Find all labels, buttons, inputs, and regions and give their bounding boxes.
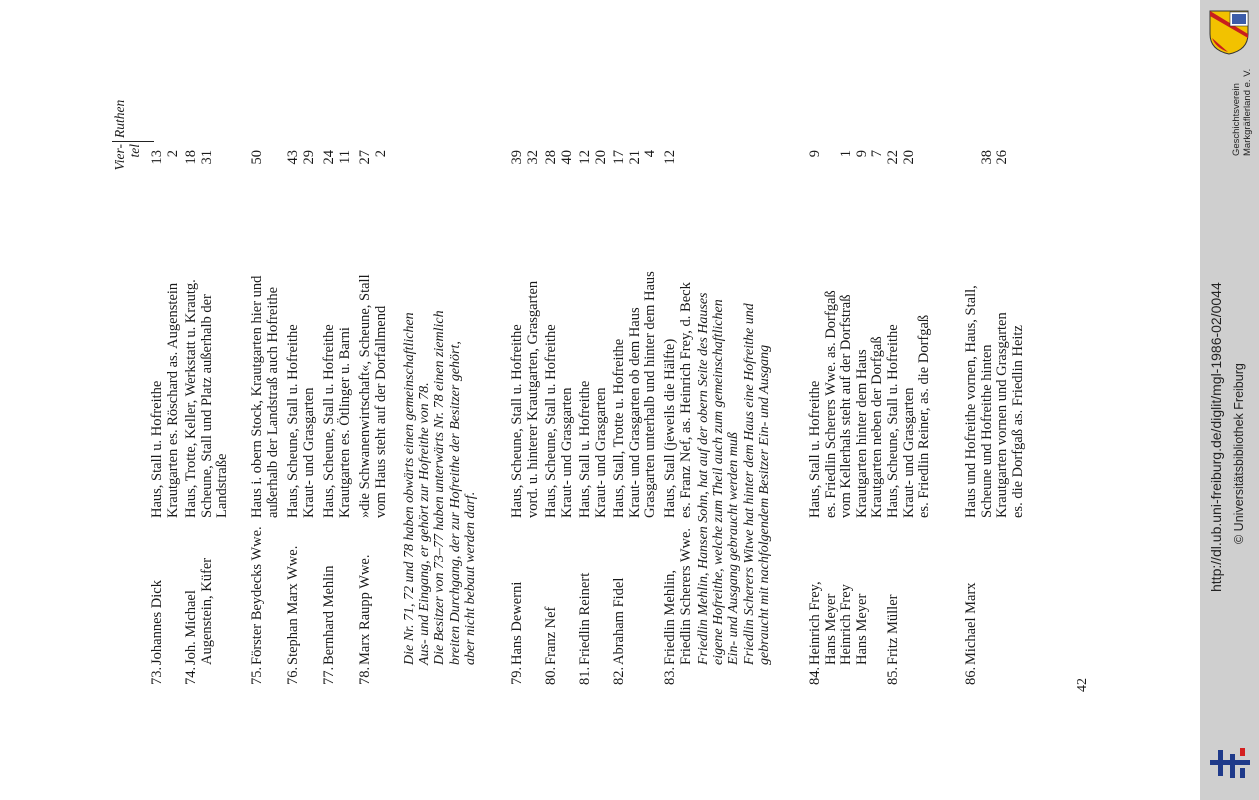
property-description	[544, 158, 575, 518]
ruthen-value: 21	[626, 150, 643, 165]
note-line: breiten Durchgang, der zur Hofreithe der Besitzer gehört,	[447, 341, 463, 665]
ruthen-values	[578, 150, 609, 200]
ruthen-value: 12	[662, 150, 678, 165]
ruthen-value: 50	[249, 150, 265, 165]
permalink-url[interactable]: http://dl.ub.uni-freiburg.de/diglit/mgl-1986-02/0044	[1208, 282, 1224, 592]
owner-name-line: Michael Marx	[963, 582, 979, 665]
property-description-line: Krautgarten vornen und Grasgarten	[994, 312, 1011, 518]
owner-name	[808, 530, 870, 665]
ruthen-value: 17	[611, 150, 627, 165]
property-description-line: Haus, Stall (jeweils die Hälfte)	[662, 338, 678, 518]
property-description-line: Haus und Hofreithe vornen, Haus, Stall,	[963, 285, 979, 518]
ruthen-values	[510, 150, 541, 200]
owner-name-line: Friedlin Scherers Wwe.	[677, 527, 694, 665]
entry-number: 86.	[963, 666, 979, 685]
ruthen-value: 22	[885, 150, 901, 165]
owner-name	[358, 530, 374, 665]
ruthen-value: 11	[336, 150, 353, 164]
entry-number: 75.	[249, 666, 265, 685]
ruthen-values	[322, 150, 353, 200]
note-line: Die Besitzer von 73–77 haben unterwärts Nr. 78 einen ziemlich	[432, 310, 448, 665]
property-description-line: Kraut- und Grasgarten	[592, 387, 609, 518]
owner-name-line: Augenstein, Küfer	[198, 557, 215, 665]
ruthen-value: 27	[357, 150, 373, 165]
society-name-line2: Markgräflerland e. V.	[1242, 68, 1253, 156]
entry-number: 78.	[357, 666, 373, 685]
property-description	[886, 158, 933, 518]
owner-name	[510, 530, 526, 665]
entry-number: 81.	[577, 666, 593, 685]
ruthen-values	[964, 150, 1011, 200]
ruthen-value: 24	[321, 150, 337, 165]
property-description	[808, 158, 886, 518]
property-description-line: Haus, Trotte, Keller, Werkstatt u. Krautg.	[183, 279, 199, 518]
ruthen-value	[824, 150, 840, 200]
property-description-line: Krautgarten neben der Dorfgaß	[869, 336, 886, 518]
header-separator	[112, 141, 154, 142]
property-description-line: es. Friedlin Reiner, as. die Dorfgaß	[916, 314, 933, 518]
property-description-line: vord. u. hinterer Krautgarten, Grasgarten	[524, 280, 541, 518]
owner-name	[886, 530, 902, 665]
property-description	[358, 158, 389, 518]
ruthen-value: 13	[149, 150, 165, 165]
owner-name-line: Friedlin Reinert	[577, 572, 593, 665]
italic-note	[696, 185, 772, 665]
ruthen-value: 12	[577, 150, 593, 165]
note-line: Aus- und Eingang, er gehört zur Hofreithe von 78.	[417, 382, 433, 665]
property-description	[510, 158, 541, 518]
entry-number: 77.	[321, 666, 337, 685]
owner-name	[286, 530, 302, 665]
property-description-line: vom Kellerhals steht auf der Dorfstraß	[838, 294, 855, 518]
property-description-line: es. die Dorfgaß as. Friedlin Heitz	[1009, 325, 1026, 518]
owner-name	[612, 530, 628, 665]
ruthen-value: 7	[869, 150, 886, 158]
copyright-notice: © Universitätsbibliothek Freiburg	[1232, 363, 1246, 544]
page-number: 42	[1075, 678, 1090, 692]
ruthen-values	[250, 150, 266, 200]
ruthen-value: 2	[164, 150, 181, 158]
property-description-line: Krautgarten hinter dem Haus	[853, 349, 870, 518]
ruthen-value: 40	[558, 150, 575, 165]
ruthen-value: 20	[900, 150, 917, 165]
property-description-line: Landstraße	[214, 453, 231, 518]
entry-number: 73.	[149, 666, 165, 685]
owner-name-line: Heinrich Frey	[838, 584, 855, 665]
property-description	[612, 158, 659, 518]
entry-number: 76.	[285, 666, 301, 685]
society-name-line1: Geschichtsverein	[1231, 83, 1242, 156]
property-description-line: Haus, Scheune, Stall u. Hofreithe	[321, 324, 337, 518]
owner-name-line: Friedlin Mehlin,	[662, 569, 678, 665]
ruthen-value: 28	[543, 150, 559, 165]
owner-name-line: Joh. Michael	[183, 590, 199, 665]
owner-name-line: Fritz Müller	[885, 594, 901, 665]
owner-name-line: Stephan Marx Wwe.	[285, 545, 301, 665]
ruthen-value: 9	[807, 150, 823, 158]
ruthen-value: 39	[509, 150, 525, 165]
property-description-line: Haus, Stall, Trotte u. Hofreithe	[611, 338, 627, 518]
ruthen-value	[964, 150, 980, 200]
entry-number: 84.	[807, 666, 823, 685]
ruthen-value: 38	[978, 150, 995, 165]
property-description-line: es. Franz Nef, as. Heinrich Frey, d. Beck	[677, 282, 694, 518]
property-description-line: Scheune, Stall und Platz außerhalb der	[198, 294, 215, 518]
owner-name	[249, 526, 266, 665]
entry-number: 79.	[509, 666, 525, 685]
property-description-line: Haus, Stall u. Hofreithe	[577, 380, 593, 518]
property-description-line: Kraut- und Grasgarten	[300, 387, 317, 518]
owner-name	[662, 527, 694, 665]
property-description	[286, 158, 317, 518]
owner-name-line: Franz Nef	[543, 606, 559, 665]
viewer-sidebar	[1200, 0, 1259, 800]
property-description	[964, 158, 1026, 518]
owner-name-line: Bernhard Mehlin	[321, 565, 337, 665]
property-description-line: vom Haus steht auf der Dorfallmend	[372, 305, 389, 518]
ruthen-value: 18	[183, 150, 199, 165]
ruthen-value: 31	[198, 150, 215, 165]
property-description-line: Grasgarten unterhalb und hinter dem Haus	[642, 271, 659, 518]
owner-name	[322, 530, 338, 665]
owner-name	[150, 530, 166, 665]
note-line: aber nicht bebaut werden darf.	[462, 491, 478, 665]
ruthen-header: Ruthen	[112, 99, 127, 138]
owner-name	[964, 530, 980, 665]
property-description-line: Haus, Scheune, Stall u. Hofreithe	[509, 324, 525, 518]
ruthen-value: 9	[853, 150, 870, 158]
owner-name	[578, 530, 594, 665]
property-description	[578, 158, 609, 518]
property-description	[250, 158, 281, 518]
property-description-line: Krautgarten es. Ötlinger u. Barni	[336, 327, 353, 518]
property-description	[150, 158, 181, 518]
property-description-line: Haus i. obern Stock, Krautgarten hier und	[249, 275, 265, 518]
property-description	[663, 158, 694, 518]
property-description-line: Kraut- und Grasgarten ob dem Haus	[626, 307, 643, 518]
vierteil-header: Vier- tel	[112, 144, 142, 171]
ruthen-value: 20	[592, 150, 609, 165]
property-description-line: Krautgarten es. Röschard as. Augenstein	[164, 282, 181, 518]
entry-number: 80.	[543, 666, 559, 685]
note-line: Die Nr. 71, 72 und 78 haben obwärts einen gemeinschaftlichen	[402, 312, 417, 665]
owner-name-line: Hans Meyer	[822, 593, 839, 665]
italic-note	[402, 185, 478, 665]
property-description-line: es. Friedlin Scherers Wwe. as. Dorfgaß	[822, 290, 839, 518]
ruthen-value: 32	[524, 150, 541, 165]
ruthen-values	[886, 150, 917, 200]
ruthen-value: 43	[285, 150, 301, 165]
note-line: eigene Hofreithe, welche zum Theil auch zum gemeinschaftlichen	[711, 299, 727, 665]
entry-number: 74.	[183, 666, 199, 685]
note-line: Friedlin Scherers Witwe hat hinter dem Haus eine Hofreithe und	[741, 303, 757, 665]
ruthen-values	[184, 150, 215, 200]
property-description	[184, 158, 231, 518]
owner-name-line: Johannes Dick	[149, 580, 165, 665]
entry-number: 85.	[885, 666, 901, 685]
property-description-line: Scheune und Hofreithe hinten	[978, 344, 995, 518]
owner-name-line: Abraham Fidel	[611, 577, 627, 665]
ruthen-values	[286, 150, 317, 200]
owner-name-line: Heinrich Frey,	[807, 581, 823, 665]
ruthen-value: 26	[994, 150, 1011, 165]
ruthen-value: 4	[642, 150, 659, 158]
property-description	[322, 158, 353, 518]
ruthen-value: 1	[838, 150, 855, 158]
ruthen-value: 29	[300, 150, 317, 165]
university-library-logo-icon	[1208, 742, 1252, 782]
property-description-line: Haus, Stall u. Hofreithe	[149, 380, 165, 518]
property-description-line: »die Schwanenwirtschaft«, Scheune, Stall	[357, 274, 373, 518]
property-description-line: außerhalb der Landstraß auch Hofreithe	[264, 286, 281, 518]
ruthen-values	[663, 150, 679, 200]
owner-name-line: Hans Meyer	[853, 593, 870, 665]
note-line: Ein- und Ausgang gebraucht werden muß	[726, 432, 742, 665]
property-description-line: Haus, Scheune, Stall u. Hofreithe	[285, 324, 301, 518]
property-description-line: Haus, Stall u. Hofreithe	[807, 380, 823, 518]
owner-name-line: Marx Raupp Wwe.	[357, 554, 373, 665]
ruthen-values	[358, 150, 389, 200]
note-line: gebraucht mit nachfolgendem Besitzer Ein- und Ausgang	[756, 344, 772, 665]
property-description-line: Haus, Scheune, Stall u. Hofreithe	[543, 324, 559, 518]
ruthen-values	[150, 150, 181, 200]
property-description-line: Haus, Scheune, Stall u. Hofreithe	[885, 324, 901, 518]
ruthen-values	[808, 150, 886, 200]
owner-name	[544, 530, 560, 665]
ruthen-values	[544, 150, 575, 200]
owner-name-line: Förster Beydecks Wwe.	[249, 526, 265, 665]
property-description-line: Kraut- und Grasgarten	[900, 387, 917, 518]
sidebar-text	[1200, 0, 1259, 800]
ruthen-values	[612, 150, 659, 200]
ruthen-value: 2	[372, 150, 389, 158]
coat-of-arms-icon	[1206, 8, 1252, 56]
owner-name-line: Hans Dewerni	[509, 581, 525, 665]
entry-number: 83.	[662, 666, 678, 685]
entry-number: 82.	[611, 666, 627, 685]
owner-name	[184, 530, 215, 665]
note-line: Friedlin Mehlin, Hansen Sohn, hat auf der obern Seite des Hauses	[696, 292, 711, 665]
property-description-line: Kraut- und Grasgarten	[558, 387, 575, 518]
